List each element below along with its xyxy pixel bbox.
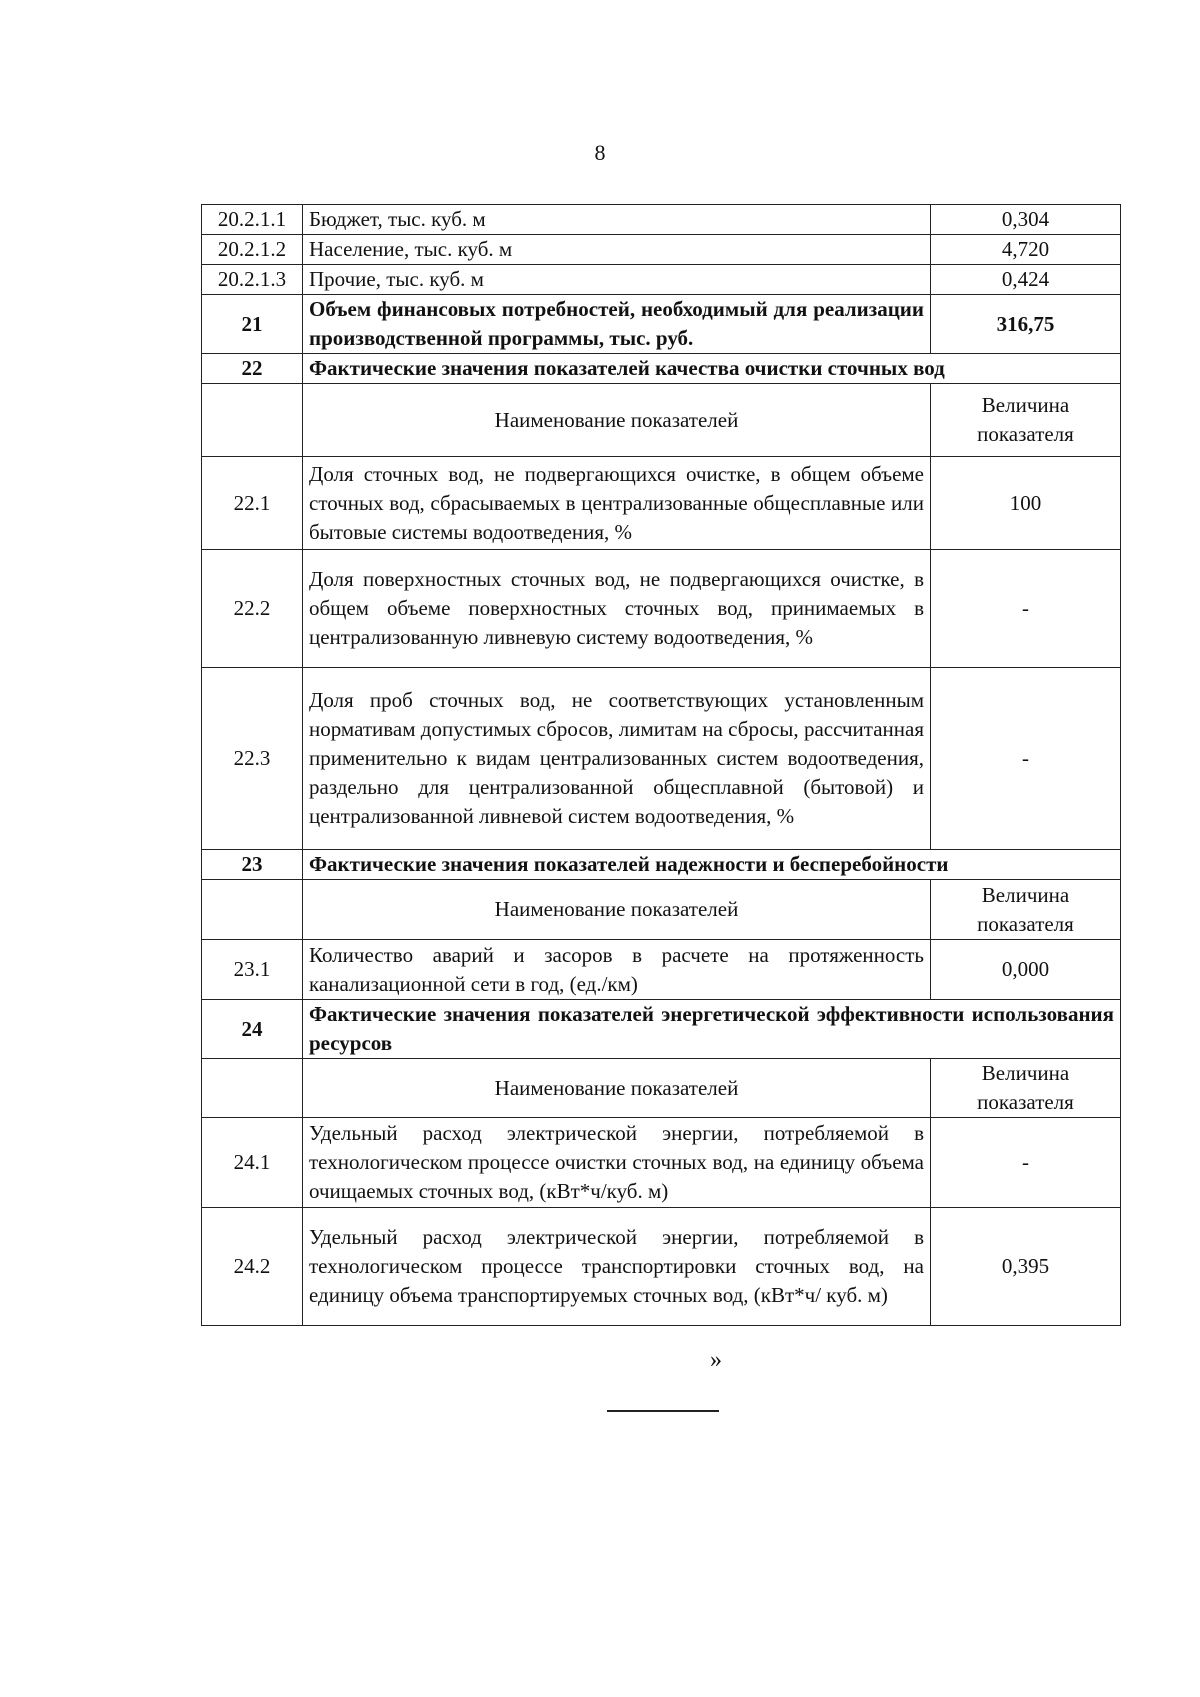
empty-cell [202,880,303,940]
section-title: Фактические значения показателей качества очистки сточных вод [303,354,1121,384]
section-row [202,354,1121,384]
empty-cell [202,384,303,457]
row-value: 316,75 [931,295,1121,354]
row-value: 0,304 [931,205,1121,235]
section-row [202,1000,1121,1059]
empty-cell [202,1059,303,1118]
column-header-row [202,1059,1121,1118]
end-rule-divider [607,1410,719,1412]
row-number: 22.3 [202,668,303,850]
table-row [202,1208,1121,1326]
column-header-name: Наименование показателей [303,880,931,940]
row-number: 20.2.1.2 [202,235,303,265]
row-text: Объем финансовых потребностей, необходимый для реализации производственной программы, тыс. руб. [303,295,931,354]
row-value: - [931,550,1121,668]
row-value: 4,720 [931,235,1121,265]
row-text: Прочие, тыс. куб. м [303,265,931,295]
row-value: 0,000 [931,940,1121,1000]
table-row [202,550,1121,668]
page-number: 8 [594,140,606,165]
row-text: Доля поверхностных сточных вод, не подвергающихся очистке, в общем объеме поверхностных сточных вод, принимаемых в централизованную ливневую систему водоотведения, % [303,550,931,668]
row-number: 21 [202,295,303,354]
row-value: 0,395 [931,1208,1121,1326]
row-number: 24.2 [202,1208,303,1326]
row-text: Количество аварий и засоров в расчете на протяженность канализационной сети в год, (ед./км) [303,940,931,1000]
section-number: 22 [202,354,303,384]
row-value: - [931,668,1121,850]
row-text: Доля сточных вод, не подвергающихся очистке, в общем объеме сточных вод, сбрасываемых в централизованные общесплавные или бытовые системы водоотведения, % [303,457,931,550]
table-row [202,235,1121,265]
table-row [202,295,1121,354]
row-text: Удельный расход электрической энергии, потребляемой в технологическом процессе транспортировки сточных вод, на единицу объема транспортируемых сточных вод, (кВт*ч/ куб. м) [303,1208,931,1326]
table-row [202,265,1121,295]
row-value: 100 [931,457,1121,550]
row-number: 22.2 [202,550,303,668]
row-text: Бюджет, тыс. куб. м [303,205,931,235]
column-header-row [202,384,1121,457]
column-header-value: Величина показателя [931,880,1121,940]
section-number: 24 [202,1000,303,1059]
table-row [202,457,1121,550]
section-row [202,850,1121,880]
table-row [202,668,1121,850]
closing-quote: » [710,1347,722,1373]
row-number: 22.1 [202,457,303,550]
row-number: 20.2.1.1 [202,205,303,235]
table-row [202,1118,1121,1208]
column-header-value: Величина показателя [931,384,1121,457]
section-number: 23 [202,850,303,880]
column-header-name: Наименование показателей [303,384,931,457]
row-number: 24.1 [202,1118,303,1208]
table-row [202,940,1121,1000]
row-text: Доля проб сточных вод, не соответствующих установленным нормативам допустимых сбросов, лимитам на сбросы, рассчитанная применительно к видам централизованных систем водоотведения, раздельно для централизованной общесплавной (бытовой) и централизованной ливневой систем водоотведения, % [303,668,931,850]
row-number: 23.1 [202,940,303,1000]
table-row [202,205,1121,235]
section-title: Фактические значения показателей надежности и бесперебойности [303,850,1121,880]
column-header-value: Величина показателя [931,1059,1121,1118]
row-text: Удельный расход электрической энергии, потребляемой в технологическом процессе очистки сточных вод, на единицу объема очищаемых сточных вод, (кВт*ч/куб. м) [303,1118,931,1208]
column-header-row [202,880,1121,940]
section-title: Фактические значения показателей энергетической эффективности использования ресурсов [303,1000,1121,1059]
row-value: 0,424 [931,265,1121,295]
row-text: Население, тыс. куб. м [303,235,931,265]
column-header-name: Наименование показателей [303,1059,931,1118]
row-number: 20.2.1.3 [202,265,303,295]
indicators-table [201,204,1121,1326]
row-value: - [931,1118,1121,1208]
